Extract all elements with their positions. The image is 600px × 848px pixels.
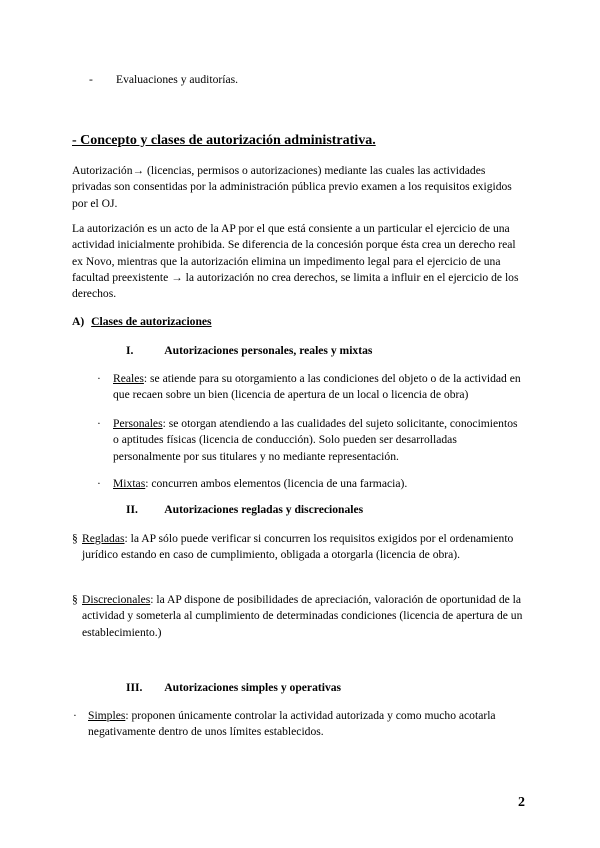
intro-list-text: Evaluaciones y auditorías. xyxy=(116,73,239,86)
list-item-mixtas xyxy=(113,476,525,492)
group1-heading xyxy=(126,344,372,357)
paragraph-definicion: La autorización es un acto de la AP por el que está consiente a un particular el ejercicio de una actividad inicialmente prohibida. Se diferencia de la concesión porque ésta crea un derecho real ex Novo, mientras que la autorización elimina un impedimento legal para el ejercicio de una facultad preexistente → la autorización no crea derechos, se limita a influir en el ejercicio de los derechos. xyxy=(72,222,519,301)
term-discrecionales: Discrecionales xyxy=(82,593,151,606)
group1-item-marker: · xyxy=(97,372,101,385)
desc-regladas: : la AP sólo puede verificar si concurren los requisitos exigidos por el ordenamiento jurídico estando en caso de cumplimiento, obligada a otorgarla (licencia de obra). xyxy=(82,532,514,562)
desc-personales: : se otorgan atendiendo a las cualidades del sujeto solicitante, conocimientos o aptitudes físicas (licencia de conducción). Solo pueden ser desarrolladas personalmente por sus titulares y no mediante representación. xyxy=(113,417,518,463)
group3-heading xyxy=(126,681,341,694)
paragraph-autorizacion: Autorización→ (licencias, permisos o autorizaciones) mediante las cuales las actividades privadas son consentidas por la administración pública previo examen a los requisitos exigidos por el OJ. xyxy=(72,164,512,210)
group1-numeral: I. xyxy=(126,344,134,357)
group3-title: Autorizaciones simples y operativas xyxy=(164,681,342,694)
group2-numeral: II. xyxy=(126,503,138,516)
desc-reales: : se atiende para su otorgamiento a las condiciones del objeto o de la actividad en que recaen sobre un bien (licencia de apertura de un local o licencia de obra) xyxy=(113,372,521,402)
dash-marker: - xyxy=(89,73,93,86)
group1-title: Autorizaciones personales, reales y mixtas xyxy=(164,344,373,357)
desc-discrecionales: : la AP dispone de posibilidades de apreciación, valoración de oportunidad de la actividad y someterla al cumplimiento de determinadas condiciones (licencia de apertura de un establecimiento.) xyxy=(82,593,523,639)
term-personales: Personales xyxy=(113,417,163,430)
term-simples: Simples xyxy=(88,709,126,722)
term-regladas: Regladas xyxy=(82,532,125,545)
list-item-reales xyxy=(113,371,525,404)
group2-item-marker: § xyxy=(72,593,78,606)
list-item-discrecionales xyxy=(82,592,528,641)
term-reales: Reales xyxy=(113,372,144,385)
term-mixtas: Mixtas xyxy=(113,477,146,490)
group1-item-marker: · xyxy=(97,477,101,490)
list-item-personales xyxy=(113,416,519,465)
intro-list-item xyxy=(89,72,93,88)
clases-heading xyxy=(72,315,212,328)
group3-numeral: III. xyxy=(126,681,143,694)
group2-heading xyxy=(126,503,363,516)
group2-item-marker: § xyxy=(72,532,78,545)
list-item-simples xyxy=(88,708,528,741)
page-number: 2 xyxy=(518,795,525,810)
group3-item-marker: · xyxy=(73,709,77,722)
clases-prefix: A) xyxy=(72,315,85,328)
section-title: - Concepto y clases de autorización administrativa. xyxy=(72,133,376,148)
desc-mixtas: : concurren ambos elementos (licencia de una farmacia). xyxy=(145,477,408,490)
list-item-regladas xyxy=(82,531,528,564)
group2-title: Autorizaciones regladas y discrecionales xyxy=(164,503,364,516)
desc-simples: : proponen únicamente controlar la actividad autorizada y como mucho acotarla negativamente dentro de unos límites establecidos. xyxy=(88,709,496,739)
group1-item-marker: · xyxy=(97,417,101,430)
clases-title: Clases de autorizaciones xyxy=(91,315,212,328)
